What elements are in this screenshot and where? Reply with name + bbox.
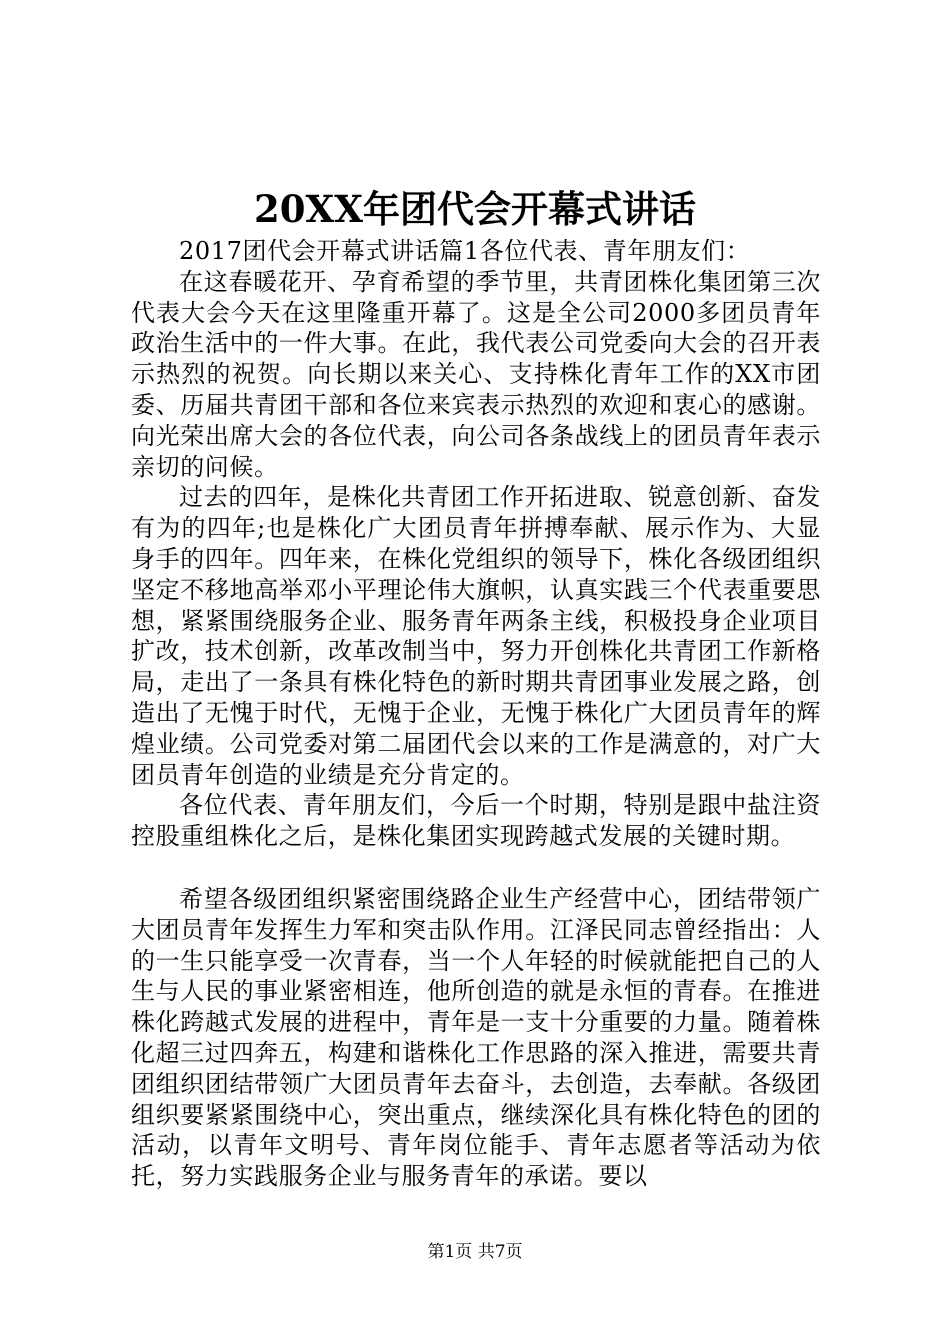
paragraph-key-period: 各位代表、青年朋友们，今后一个时期，特别是跟中盐注资控股重组株化之后，是株化集团实现跨越式发展的关键时期。 (131, 791, 821, 851)
paragraph-hopes: 希望各级团组织紧密围绕路企业生产经营中心，团结带领广大团员青年发挥生力军和突击队作用。江泽民同志曾经指出：人的一生只能享受一次青春，当一个人年轻的时候就能把自己的人生与人民的事业紧密相连，他所创造的就是永恒的青春。在推进株化跨越式发展的进程中，青年是一支十分重要的力量。随着株化超三过四奔五，构建和谐株化工作思路的深入推进，需要共青团组织团结带领广大团员青年去奋斗，去创造，去奉献。各级团组织要紧紧围绕中心，突出重点，继续深化具有株化特色的团的活动，以青年文明号、青年岗位能手、青年志愿者等活动为依托，努力实践服务企业与服务青年的承诺。要以 (131, 884, 821, 1191)
paragraph-salutation: 2017团代会开幕式讲话篇1各位代表、青年朋友们： (179, 237, 751, 265)
document-title: 20XX年团代会开幕式讲话 (254, 187, 696, 231)
page-number-footer: 第1页 共7页 (427, 1242, 523, 1262)
document-body (131, 236, 821, 1192)
paragraph-review: 过去的四年，是株化共青团工作开拓进取、锐意创新、奋发有为的四年;也是株化广大团员青年拼搏奉献、展示作为、大显身手的四年。四年来，在株化党组织的领导下，株化各级团组织坚定不移地高举邓小平理论伟大旗帜，认真实践三个代表重要思想，紧紧围绕服务企业、服务青年两条主线，积极投身企业项目扩改，技术创新，改革改制当中，努力开创株化共青团工作新格局，走出了一条具有株化特色的新时期共青团事业发展之路，创造出了无愧于时代，无愧于企业，无愧于株化广大团员青年的辉煌业绩。公司党委对第二届团代会以来的工作是满意的，对广大团员青年创造的业绩是充分肯定的。 (131, 483, 821, 789)
paragraph-opening: 在这春暖花开、孕育希望的季节里，共青团株化集团第三次代表大会今天在这里隆重开幕了。这是全公司2000多团员青年政治生活中的一件大事。在此，我代表公司党委向大会的召开表示热烈的祝贺。向长期以来关心、支持株化青年工作的XX市团委、历届共青团干部和各位来宾表示热烈的欢迎和衷心的感谢。向光荣出席大会的各位代表，向公司各条战线上的团员青年表示亲切的问候。 (131, 267, 821, 481)
